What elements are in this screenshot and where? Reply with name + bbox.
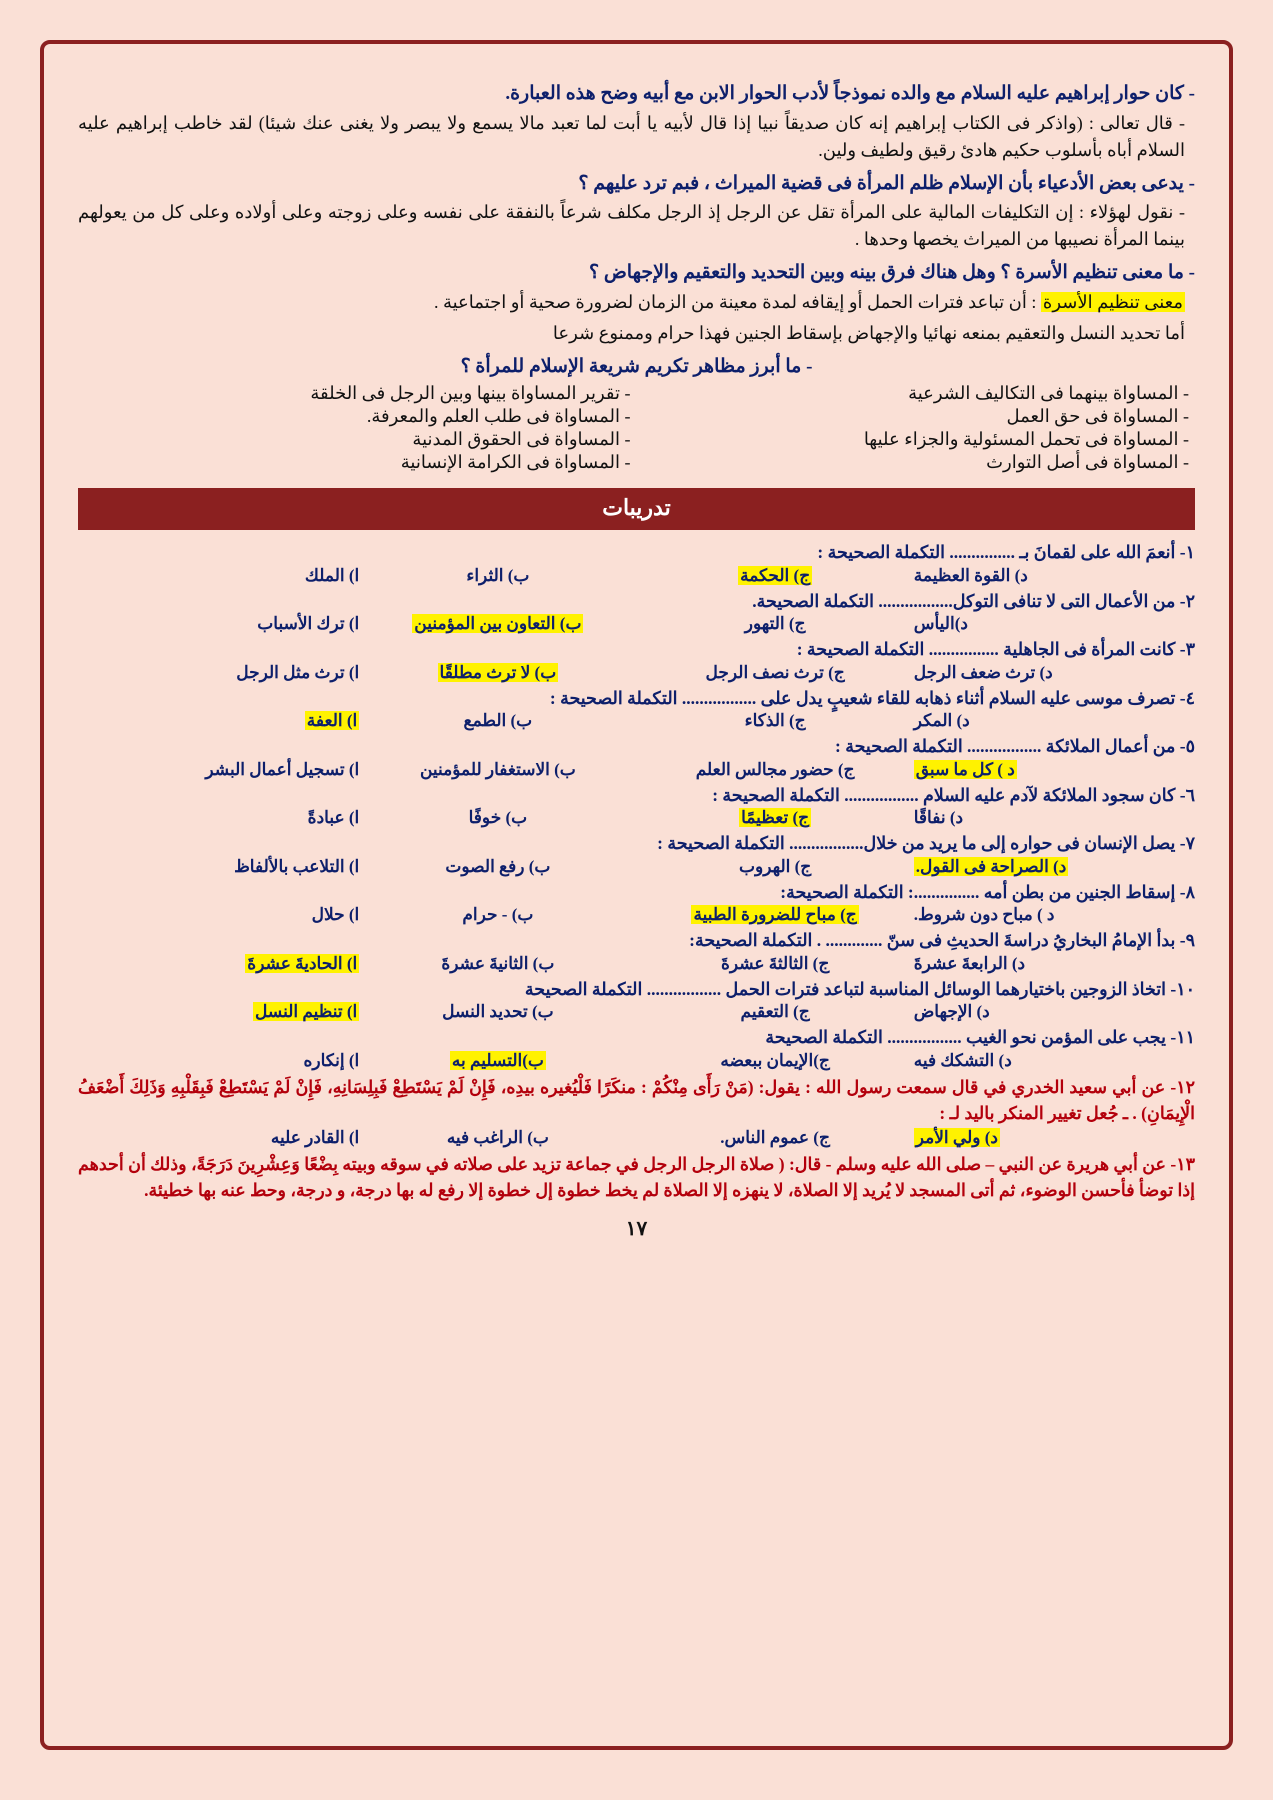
exercise-stem: ٩- بدأ الإمامُ البخاريُ دراسةَ الحديثِ فى سنّ ............. . التكملة الصحيحة:	[689, 930, 1195, 951]
option-c[interactable]	[637, 663, 914, 683]
option-label: ا) تنظيم النسل	[255, 1002, 358, 1022]
option-label: ج) حضور مجالس العلم	[695, 759, 855, 779]
option-c[interactable]	[637, 711, 914, 731]
option-b[interactable]	[359, 566, 636, 586]
exercise-item	[78, 831, 1195, 877]
exercise-item	[78, 540, 1195, 586]
answer-3	[78, 289, 1195, 316]
option-b[interactable]	[359, 1128, 636, 1148]
option-b[interactable]	[359, 1002, 636, 1022]
option-label: ب) التعاون بين المؤمنين	[414, 614, 582, 634]
answer-3-highlight: معنى تنظيم الأسرة	[1042, 291, 1183, 312]
option-label: ب) - حرام	[462, 905, 534, 925]
exercise-item	[78, 686, 1195, 732]
exercise-options	[78, 614, 1195, 634]
option-b[interactable]	[359, 663, 636, 683]
exercise-item	[78, 977, 1195, 1023]
option-label: ا) حلال	[311, 905, 360, 925]
exercise-stem: ١- أنعمَ الله على لقمانَ بـ ............... التكملة الصحيحة :	[817, 542, 1195, 563]
option-label: ج) مباح للضرورة الطبية	[693, 905, 857, 925]
option-label: ج) عموم الناس.	[720, 1128, 830, 1148]
point-item: - المساواة بينهما فى التكاليف الشرعية	[908, 383, 1189, 404]
option-a[interactable]	[82, 1128, 359, 1148]
exercise-stem: ٨- إسقاط الجنين من بطن أمه ...............: التكملة الصحيحة:	[780, 881, 1195, 902]
option-label: د ) مباح دون شروط.	[913, 905, 1055, 925]
option-b[interactable]	[359, 808, 636, 828]
option-c[interactable]	[637, 1128, 914, 1148]
option-label: ا) الحاديةَ عشرةَ	[247, 953, 358, 973]
exercise-item	[78, 589, 1195, 635]
final-hadith-item: ١٣- عن أبي هريرة عن النبي – صلى الله عليه وسلم - قال: ( صلاة الرجل الرجل في جماعة تزيد على صلاته في سوقه وبيته بِضْعًا وَعِشْرِينَ دَرَجَةً، وذلك أن أحدهم إذا توضأ فأحسن الوضوء، ثم أتى المسجد لا يُريد إلا الصلاة، لا ينهزه إلا الصلاة لم يخط خطوة إل خطوة إلا رفع له بها درجة، و درجة، وحط عنه بها خطيئة.	[78, 1154, 1196, 1201]
exercises-list	[78, 540, 1195, 1204]
option-b[interactable]	[359, 857, 636, 877]
option-d[interactable]	[914, 808, 1191, 828]
exercise-item	[78, 928, 1195, 974]
option-label: ا) التلاعب بالألفاظ	[234, 856, 360, 876]
exercise-options	[78, 663, 1195, 683]
exercise-item	[78, 734, 1195, 780]
option-c[interactable]	[637, 760, 914, 780]
answer-3-rest: : أن تباعد فترات الحمل أو إيقافه لمدة معينة من الزمان لضرورة صحية أو اجتماعية .	[433, 291, 1037, 312]
option-label: ج) تعظيمًا	[741, 808, 810, 828]
exercise-stem: ٥- من أعمال الملائكة ................. التكملة الصحيحة :	[835, 736, 1195, 757]
option-d[interactable]	[914, 857, 1191, 877]
exercise-item	[78, 1025, 1195, 1071]
option-a[interactable]	[82, 663, 359, 683]
option-b[interactable]	[359, 711, 636, 731]
option-label: ا) تسجيل أعمال البشر	[205, 759, 360, 779]
point-item: - تقرير المساواة بينها وبين الرجل فى الخلقة	[310, 383, 631, 404]
exercise-stem: ٧- يصل الإنسان فى حواره إلى ما يريد من خلال................. التكملة الصحيحة :	[657, 833, 1195, 854]
option-d[interactable]	[914, 1128, 1191, 1148]
point-item: - المساواة فى الكرامة الإنسانية	[400, 452, 631, 473]
option-c[interactable]	[637, 857, 914, 877]
exercise-item	[78, 1074, 1195, 1149]
option-b[interactable]	[359, 1051, 636, 1071]
option-label: د) الرابعةَ عشرةَ	[913, 953, 1026, 973]
option-label: ج) الهروب	[739, 856, 812, 876]
exercise-item	[78, 783, 1195, 829]
option-label: د) ترث ضعف الرجل	[913, 662, 1053, 682]
points-row-4	[78, 451, 1195, 474]
option-c[interactable]	[637, 614, 914, 634]
page-frame	[40, 40, 1233, 1750]
option-a[interactable]	[82, 808, 359, 828]
exercise-stem: ٢- من الأعمال التى لا تنافى التوكل................. التكملة الصحيحة.	[752, 590, 1195, 611]
exercise-stem: ١١- يجب على المؤمن نحو الغيب ................. التكملة الصحيحة	[765, 1027, 1195, 1048]
exercise-options	[78, 905, 1195, 925]
option-d[interactable]	[914, 566, 1191, 586]
option-label: ج) التهور	[744, 614, 806, 634]
option-label: ا) ترك الأسباب	[257, 614, 360, 634]
question-1: - كان حوار إبراهيم عليه السلام مع والده نموذجاً لأدب الحوار الابن مع أبيه وضح هذه العبارة.	[505, 83, 1195, 104]
point-item: - المساواة فى أصل التوارث	[986, 452, 1189, 473]
option-label: ا) ترث مثل الرجل	[236, 662, 360, 682]
exercise-options	[78, 1002, 1195, 1022]
answer-3-line2: أما تحديد النسل والتعقيم بمنعه نهائيا والإجهاض بإسقاط الجنين فهذا حرام وممنوع شرعا	[552, 322, 1185, 343]
option-d[interactable]	[914, 663, 1191, 683]
option-label: د ) كل ما سبق	[915, 759, 1015, 779]
option-d[interactable]	[914, 760, 1191, 780]
option-a[interactable]	[82, 1051, 359, 1071]
option-d[interactable]	[914, 954, 1191, 974]
option-label: ج) ترث نصف الرجل	[705, 662, 845, 682]
option-label: د) نفاقًا	[913, 808, 964, 828]
exercise-stem: ٤- تصرف موسى عليه السلام أثناء ذهابه للقاء شعيبٍ يدل على ................. التكملة الصحيحة :	[549, 687, 1195, 708]
option-label: ب) الاستغفار للمؤمنين	[419, 759, 576, 779]
point-item: - المساواة فى تحمل المسئولية والجزاء عليها	[863, 429, 1189, 450]
exercise-options	[78, 711, 1195, 731]
exercise-item	[78, 880, 1195, 926]
option-c[interactable]	[637, 1051, 914, 1071]
option-a[interactable]	[82, 857, 359, 877]
option-label: ا) العفة	[306, 711, 358, 731]
points-row-1	[78, 382, 1195, 405]
option-label: ب) خوفًا	[468, 808, 528, 828]
option-a[interactable]	[82, 905, 359, 925]
point-item: - المساواة فى حق العمل	[1006, 406, 1189, 427]
option-label: د) المكر	[913, 711, 970, 731]
option-label: ب) لا ترث مطلقًا	[439, 662, 557, 682]
question-3: - ما معنى تنظيم الأسرة ؟ وهل هناك فرق بينه وبين التحديد والتعقيم والإجهاض ؟	[588, 262, 1195, 284]
question-2: - يدعى بعض الأدعياء بأن الإسلام ظلم المرأة فى قضية الميراث ، فبم ترد عليهم ؟	[578, 172, 1195, 194]
exercise-item	[78, 637, 1195, 683]
points-row-2	[78, 405, 1195, 428]
option-a[interactable]	[82, 614, 359, 634]
option-label: ب) الطمع	[463, 711, 533, 731]
option-label: ا) عبادةً	[307, 808, 360, 828]
option-c[interactable]	[637, 954, 914, 974]
option-label: ج) الثالثةَ عشرةَ	[720, 953, 830, 973]
option-d[interactable]	[914, 711, 1191, 731]
exercise-options	[78, 1128, 1195, 1148]
option-label: ب)التسليم به	[451, 1050, 544, 1070]
exercise-options	[78, 808, 1195, 828]
option-c[interactable]	[637, 905, 914, 925]
option-label: ج) التعقيم	[740, 1002, 810, 1022]
option-label: ب) رفع الصوت	[445, 856, 551, 876]
option-c[interactable]	[637, 566, 914, 586]
option-c[interactable]	[637, 808, 914, 828]
option-label: ب) الثراء	[466, 565, 530, 585]
option-a[interactable]	[82, 1002, 359, 1022]
option-a[interactable]	[82, 760, 359, 780]
exercise-stem: ٣- كانت المرأة فى الجاهلية ................ التكملة الصحيحة :	[796, 639, 1195, 660]
answer-2: - نقول لهؤلاء : إن التكليفات المالية على المرأة تقل عن الرجل إذ الرجل مكلف شرعاً بالنفقة على نفسه وعلى زوجته وعلى أولاده وعلى كل من يعولهم بينما المرأة نصيبها من الميراث يخصها وحدها .	[78, 202, 1185, 250]
option-b[interactable]	[359, 614, 636, 634]
option-label: ج) الحكمة	[740, 565, 811, 585]
page-number: ١٧	[625, 1217, 648, 1240]
option-label: ج) الذكاء	[744, 711, 806, 731]
exercise-options	[78, 760, 1195, 780]
option-label: ب) الراغب فيه	[446, 1128, 549, 1148]
question-4: - ما أبرز مظاهر تكريم شريعة الإسلام للمرأة ؟	[460, 355, 813, 377]
point-item: - المساواة فى طلب العلم والمعرفة.	[366, 406, 631, 427]
option-label: ب) تحديد النسل	[442, 1002, 554, 1022]
option-label: د) التشكك فيه	[913, 1050, 1012, 1070]
exercise-options	[78, 1051, 1195, 1071]
option-label: ب) الثانيةَ عشرةَ	[441, 953, 555, 973]
option-c[interactable]	[637, 1002, 914, 1022]
option-b[interactable]	[359, 954, 636, 974]
option-a[interactable]	[82, 711, 359, 731]
option-b[interactable]	[359, 905, 636, 925]
exercise-stem: ١٢- عن أبي سعيد الخدري في قال سمعت رسول الله : يقول: (مَنْ رَأَى مِنْكُمْ : منكَرًا فَلْيُغيره بيدِه، فَإِنْ لَمْ يَسْتَطِعْ فَبِلِسَانِهِ، فَإِنْ لَمْ يَسْتَطِعْ فَبِقَلْبِهِ وَذَلِكَ أَضْعَفُ الْإِيمَانِ) . ـ جُعل تغيير المنكر باليد لـ :	[78, 1076, 1195, 1123]
option-d[interactable]	[914, 1002, 1191, 1022]
answer-1: - قال تعالى : (واذكر فى الكتاب إبراهيم إنه كان صديقاً نبيا إذا قال لأبيه يا أبت لما تعبد مالا يسمع ولا يبصر ولا يغنى عنك شيئا) لقد خاطب إبراهيم عليه السلام أباه بأسلوب حكيم هادئ رقيق ولطيف ولين.	[78, 112, 1185, 160]
option-d[interactable]	[914, 905, 1191, 925]
exercise-options	[78, 566, 1195, 586]
option-label: د) الصراحة فى القول.	[915, 856, 1067, 876]
option-label: د) القوة العظيمة	[913, 565, 1028, 585]
option-label: ا) إنكاره	[303, 1050, 360, 1070]
option-label: د) ولي الأمر	[915, 1128, 998, 1148]
exercise-stem: ٦- كان سجود الملائكة لآدم عليه السلام ................. التكملة الصحيحة :	[712, 784, 1195, 805]
option-a[interactable]	[82, 954, 359, 974]
option-a[interactable]	[82, 566, 359, 586]
option-d[interactable]	[914, 614, 1191, 634]
option-b[interactable]	[359, 760, 636, 780]
points-row-3	[78, 428, 1195, 451]
option-d[interactable]	[914, 1051, 1191, 1071]
option-label: ا) الملك	[304, 565, 360, 585]
exercise-stem: ١٠- اتخاذ الزوجين باختيارهما الوسائل المناسبة لتباعد فترات الحمل ................. التكملة الصحيحة	[524, 978, 1195, 999]
option-label: د) الإجهاض	[913, 1002, 990, 1022]
point-item: - المساواة فى الحقوق المدنية	[412, 429, 631, 450]
exercises-banner: تدريبات	[78, 488, 1195, 530]
option-label: ج)الإيمان ببعضه	[720, 1050, 830, 1070]
option-label: ا) القادر عليه	[270, 1128, 360, 1148]
exercise-options	[78, 954, 1195, 974]
exercise-options	[78, 857, 1195, 877]
option-label: د)اليأس	[913, 614, 968, 634]
